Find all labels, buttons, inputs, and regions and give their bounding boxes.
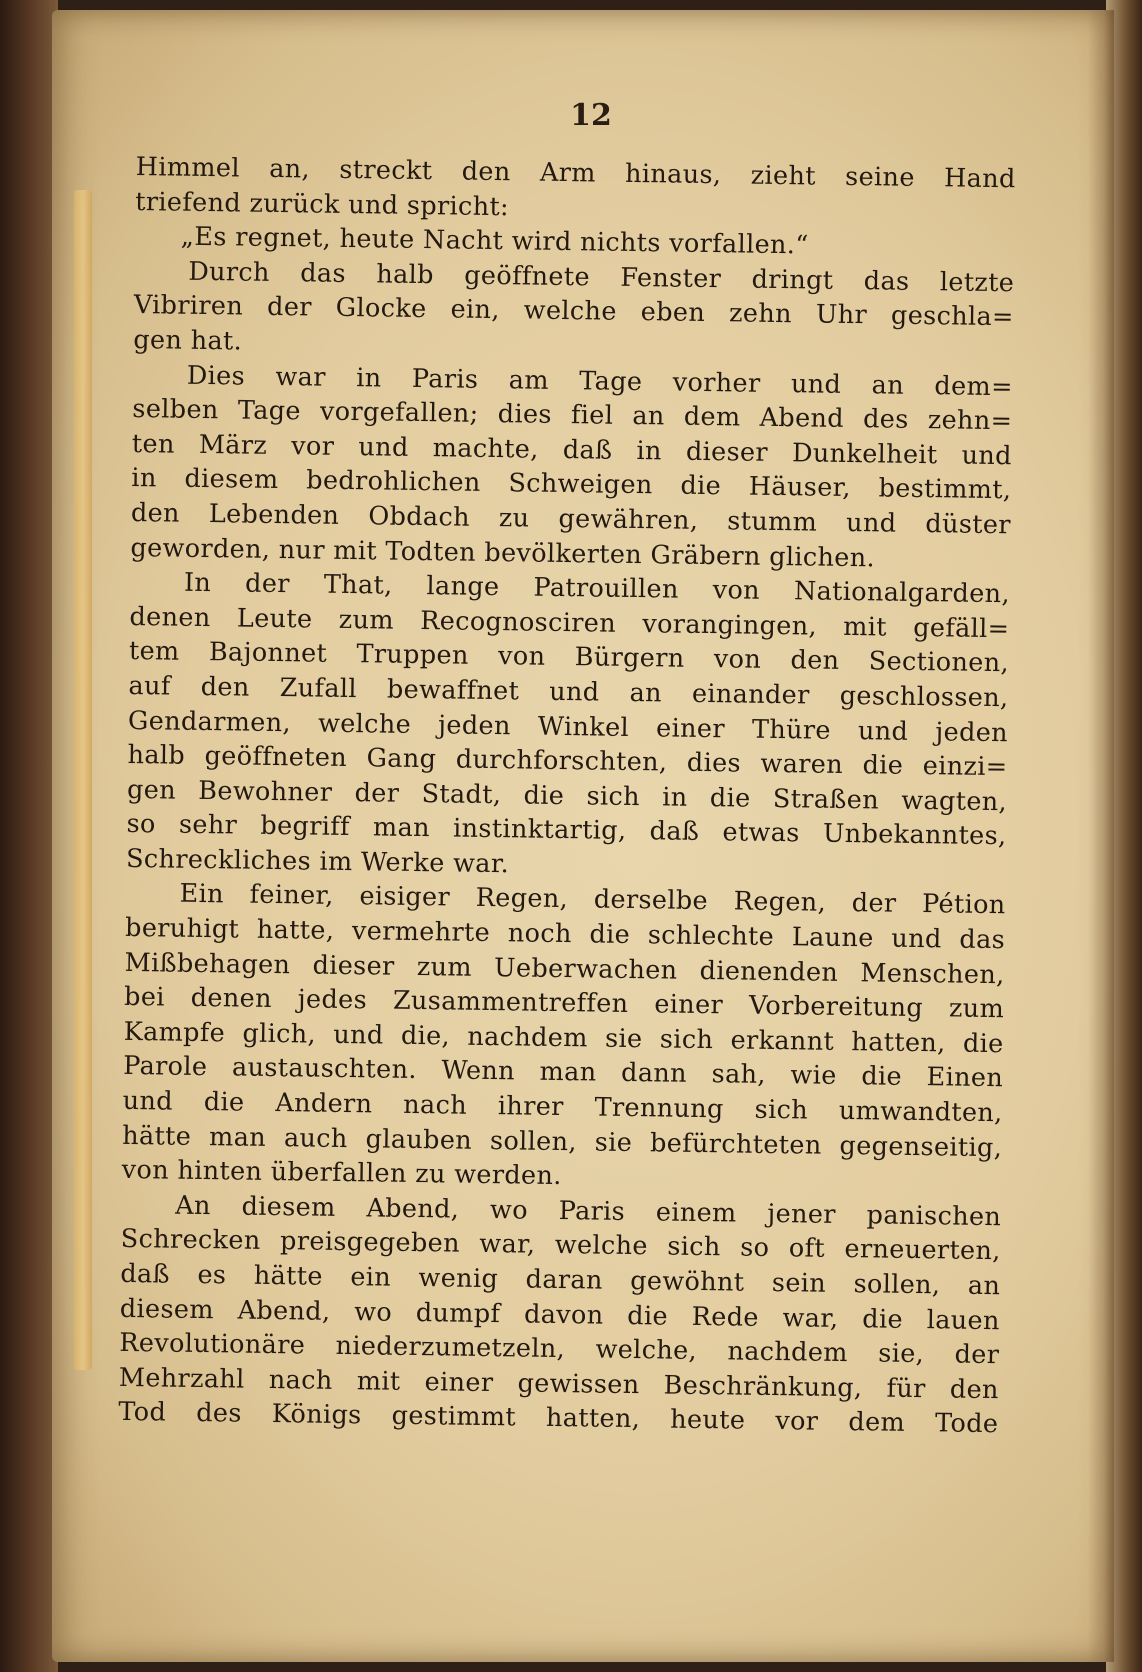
text-line: tem Bajonnet Truppen von Bürgern von den Sectionen, bbox=[128, 636, 1010, 679]
text-line: Parole austauschten. Wenn man dann sah, wie die Einen bbox=[122, 1051, 1004, 1094]
text-line: triefend zurück und spricht: bbox=[135, 186, 510, 222]
text-line: selben Tage vorgefallen; dies fiel an dem Abend des zehn= bbox=[132, 394, 1013, 437]
text-line: von hinten überfallen zu werden. bbox=[121, 1155, 562, 1192]
body-text bbox=[118, 150, 1016, 1442]
text-line: geworden, nur mit Todten bevölkerten Gräbern glichen. bbox=[130, 532, 876, 573]
text-line: diesem Abend, wo dumpf davon die Rede war, die lauen bbox=[119, 1293, 1000, 1336]
text-line: Kampfe glich, und die, nachdem sie sich erkannt hatten, die bbox=[123, 1016, 1004, 1060]
text-line: Schrecken preisgegeben war, welche sich so oft erneuerten, bbox=[120, 1224, 1001, 1267]
text-line: den Lebenden Obdach zu gewähren, stumm und düster bbox=[130, 497, 1012, 541]
page-edge-shadow bbox=[1088, 10, 1114, 1662]
text-line: „Es regnet, heute Nacht wird nichts vorfallen.“ bbox=[180, 221, 809, 261]
text-line: Revolutionäre niederzumetzeln, welche, nachdem sie, der bbox=[119, 1328, 1000, 1371]
text-line: In der That, lange Patrouillen von Nationalgarden, bbox=[183, 567, 1011, 610]
text-line: gen Bewohner der Stadt, die sich in die Straßen wagten, bbox=[126, 774, 1008, 817]
text-line: so sehr begriff man instinktartig, daß etwas Unbekanntes, bbox=[126, 809, 1007, 852]
text-line: Ein feiner, eisiger Regen, derselbe Regen, der Pétion bbox=[179, 879, 1006, 921]
text-line: Mehrzahl nach mit einer gewissen Beschränkung, für den bbox=[118, 1362, 999, 1405]
text-line: in diesem bedrohlichen Schweigen die Häuser, bestimmt, bbox=[131, 463, 1012, 506]
text-line: halb geöffneten Gang durchforschten, dies waren die einzi= bbox=[127, 740, 1008, 783]
text-line: hätte man auch glauben sollen, sie befürchteten gegenseitig, bbox=[122, 1120, 1003, 1163]
text-line: gen hat. bbox=[133, 324, 243, 357]
text-line: denen Leute zum Recognosciren vorangingen, mit gefäll= bbox=[129, 601, 1010, 644]
text-line: daß es hätte ein wenig daran gewöhnt sein sollen, an bbox=[120, 1258, 1001, 1302]
text-line: Dies war in Paris am Tage vorher und an dem= bbox=[186, 360, 1013, 402]
text-line: auf den Zufall bewaffnet und an einander geschlossen, bbox=[128, 670, 1009, 714]
text-line: Himmel an, streckt den Arm hinaus, zieht seine Hand bbox=[135, 151, 1016, 195]
text-line: ten März vor und machte, daß in dieser Dunkelheit und bbox=[131, 428, 1013, 472]
text-line: An diesem Abend, wo Paris einem jener panischen bbox=[175, 1190, 1002, 1232]
page-number: 12 bbox=[570, 98, 612, 133]
text-line: Gendarmen, welche jeden Winkel einer Thüre und jeden bbox=[127, 705, 1009, 748]
text-line: Mißbehagen dieser zum Ueberwachen dienenden Menschen, bbox=[124, 947, 1005, 990]
text-line: und die Andern nach ihrer Trennung sich umwandten, bbox=[122, 1085, 1003, 1129]
text-line: Durch das halb geöffnete Fenster dringt das letzte bbox=[188, 256, 1015, 299]
text-line: beruhigt hatte, vermehrte noch die schlechte Laune und das bbox=[124, 912, 1006, 956]
text-line: Vibriren der Glocke ein, welche eben zehn Uhr geschla= bbox=[133, 290, 1014, 333]
text-line: Schreckliches im Werke war. bbox=[125, 843, 510, 880]
text-line: Tod des Königs gestimmt hatten, heute vor dem Tode bbox=[118, 1397, 999, 1440]
book-cover-left-edge bbox=[0, 0, 58, 1672]
text-line: bei denen jedes Zusammentreffen einer Vorbereitung zum bbox=[123, 982, 1005, 1025]
binding-strip bbox=[74, 190, 92, 1370]
